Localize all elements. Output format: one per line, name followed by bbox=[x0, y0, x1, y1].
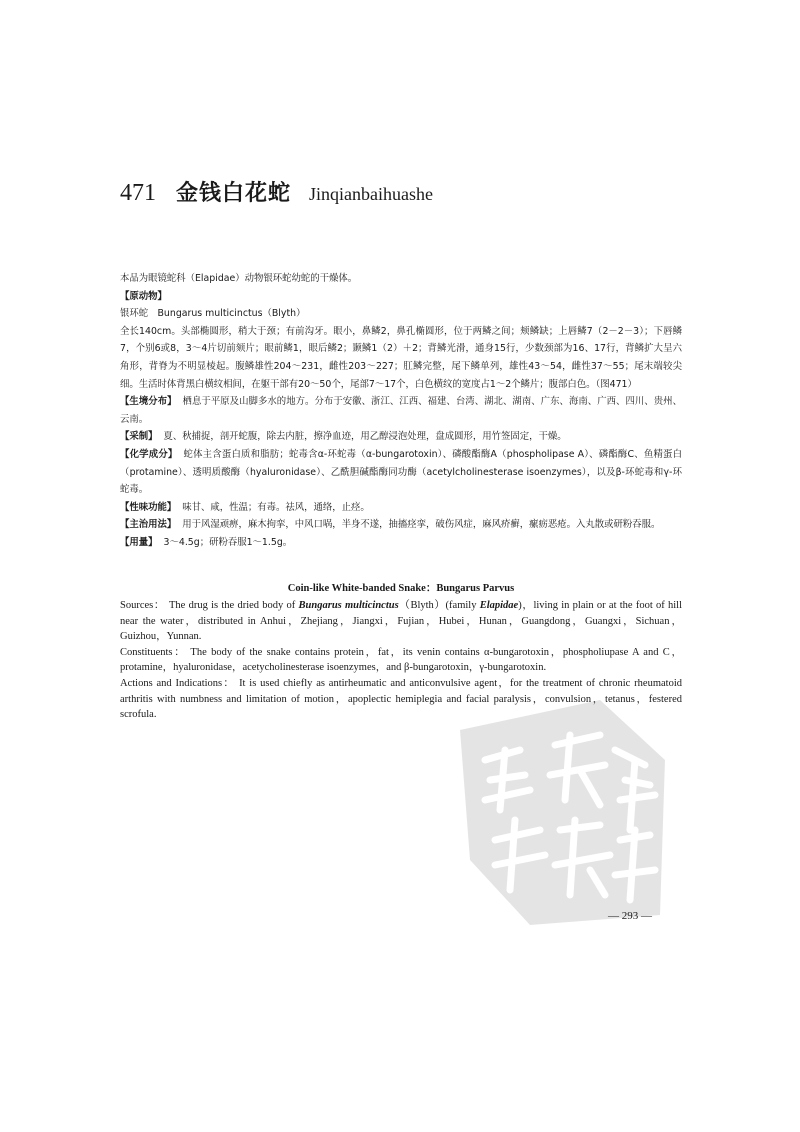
english-sources bbox=[120, 598, 682, 645]
page-number: — 293 — bbox=[608, 910, 652, 922]
intro-paragraph: 本品为眼镜蛇科（Elapidae）动物银环蛇幼蛇的干燥体。 bbox=[120, 273, 358, 284]
origin-label: 【原动物】 bbox=[120, 290, 167, 302]
sources-family-name: Elapidae bbox=[479, 600, 519, 611]
sources-text-mid: （Blyth）(family bbox=[398, 600, 480, 611]
section-text: 3～4.5g；研粉吞服1～1.5g。 bbox=[163, 536, 293, 548]
section-label: 【主治用法】 bbox=[120, 519, 177, 531]
section-dosage bbox=[120, 534, 682, 552]
actions-text: It is used chiefly as antirheumatic and anticonvulsive agent，for the treatment of chronic rheumatoid arthritis with numbness and limitation of motion，apoplectic hemiplegia and facial paralysis，convulsion，tetanus，festered scrofula. bbox=[120, 677, 682, 721]
section-label: 【采制】 bbox=[120, 431, 158, 443]
chinese-text-block bbox=[120, 270, 682, 552]
watermark-seal bbox=[450, 690, 680, 930]
species-line: 银环蛇 Bungarus multicinctus（Blyth） bbox=[120, 308, 306, 320]
section-label: 【性味功能】 bbox=[120, 501, 177, 513]
entry-title bbox=[120, 176, 433, 216]
section-text: 用于风湿顽痹，麻木拘挛，中风口㖞，半身不遂，抽搐痉挛，破伤风症，麻风疥癣，瘰疬恶疮。入丸散或研粉吞服。 bbox=[182, 519, 661, 531]
actions-label: Actions and Indications： bbox=[120, 677, 236, 689]
entry-title-pinyin: Jinqianbaihuashe bbox=[309, 184, 433, 204]
section-text: 蛇体主含蛋白质和脂肪；蛇毒含α-环蛇毒（α-bungarotoxin）、磷酸酯酶A（phospholipase A）、磷酯酶C、鱼精蛋白（protamine）、透明质酸酶（hyaluronidase）、乙酰胆碱酯酶同功酶（acetylcholinesterase isoenzymes），以及β-环蛇毒和γ-环蛇毒。 bbox=[120, 448, 682, 496]
section-label: 【用量】 bbox=[120, 536, 158, 548]
constituents-label: Constituents： bbox=[120, 646, 187, 658]
section-label: 【生境分布】 bbox=[120, 396, 177, 408]
section-properties bbox=[120, 499, 682, 517]
section-processing bbox=[120, 428, 682, 446]
section-chemistry bbox=[120, 446, 682, 499]
sources-text-pre: The drug is the dried body of bbox=[169, 600, 299, 611]
constituents-text: The body of the snake contains protein，fat，its venin contains α-bungarotoxin，phospholiupase A and C，protamine，hyaluronidase，acetycholinesterase isoenzymes，and β-bungarotoxin，γ-bungarotoxin. bbox=[120, 646, 682, 674]
sources-text-post: )，living in plain or at the foot of hill near the water，distributed in Anhui，Zhejiang，Jiangxi，Fujian，Hubei，Hunan，Guangdong，Guangxi，Sichuan，Guizhou，Yunnan. bbox=[120, 600, 683, 643]
entry-title-chinese: 金钱白花蛇 bbox=[176, 181, 292, 206]
section-text: 味甘、咸，性温；有毒。祛风，通络，止痉。 bbox=[182, 501, 370, 513]
sources-label: Sources： bbox=[120, 600, 166, 611]
english-heading: Coin-like White-banded Snake：Bungarus Parvus bbox=[287, 583, 515, 594]
section-label: 【化学成分】 bbox=[120, 448, 178, 460]
section-habitat bbox=[120, 393, 682, 428]
entry-number: 471 bbox=[120, 180, 156, 206]
english-constituents bbox=[120, 645, 682, 676]
description-paragraph: 全长140cm。头部椭圆形，稍大于颈；有前沟牙。眼小，鼻鳞2，鼻孔椭圆形，位于两鳞之间；颊鳞缺；上唇鳞7（2－2－3）；下唇鳞7，个别6或8，3～4片切前颏片；眼前鳞1，眼后鳞2；颞鳞1（2）＋2；背鳞光滑，通身15行，少数颈部为16、17行，背鳞扩大呈六角形，背脊为不明显棱起。腹鳞雄性204～231，雌性203～227；肛鳞完整，尾下鳞单列，雄性43～54，雌性37～55；尾末端较尖细。生活时体背黑白横纹相间，在躯干部有20～50个，尾部7～17个，白色横纹的宽度占1～2个鳞片；腹部白色。（图471） bbox=[120, 325, 682, 390]
section-text: 栖息于平原及山脚多水的地方。分布于安徽、浙江、江西、福建、台湾、湖北、湖南、广东、海南、广西、四川、贵州、云南。 bbox=[120, 396, 682, 425]
sources-scientific-name: Bungarus multicinctus bbox=[298, 600, 399, 611]
section-indications bbox=[120, 516, 682, 534]
section-text: 夏、秋捕捉，剖开蛇腹，除去内脏，擦净血迹，用乙醇浸泡处理，盘成圆形，用竹签固定，干燥。 bbox=[163, 431, 567, 443]
